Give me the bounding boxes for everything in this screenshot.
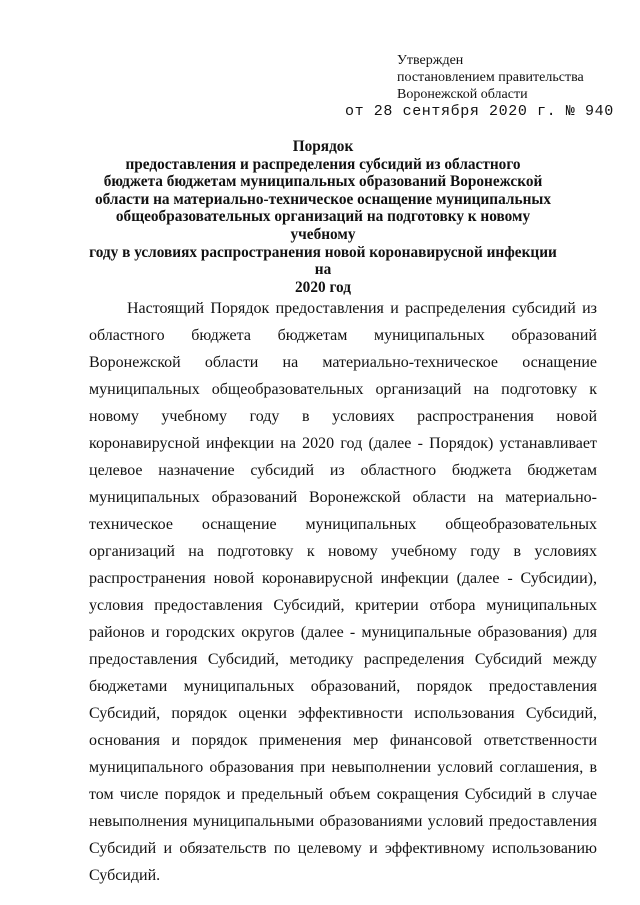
title-line: предоставления и распределения субсидий из областного (125, 155, 521, 173)
title-line: 2020 год (295, 278, 351, 296)
title-line: бюджета бюджетам муниципальных образований Воронежской (103, 173, 543, 191)
title-line: общеобразовательных организаций на подготовку к новому учебному (115, 208, 531, 243)
document-title (88, 138, 558, 296)
title-heading: Порядок (292, 138, 354, 155)
approval-line-region: Воронежской области (397, 87, 528, 102)
body-paragraph: Настоящий Порядок предоставления и распределения субсидий из областного бюджета бюджетам муниципальных образований Воронежской области на материально-техническое оснащение муниципальных общеобразовательных организаций на подготовку к новому учебному году в условиях распространения новой коронавирусной инфекции на 2020 год (далее - Порядок) устанавливает целевое назначение субсидий из областного бюджета бюджетам муниципальных образований Воронежской области на материально-техническое оснащение муниципальных общеобразовательных организаций на подготовку к новому учебному году в условиях распространения новой коронавирусной инфекции (далее - Субсидии), условия предоставления Субсидий, критерии отбора муниципальных районов и городских округов (далее - муниципальные образования) для предоставления Субсидий, методику распределения Субсидий между бюджетами муниципальных образований, порядок предоставления Субсидий, порядок оценки эффективности использования Субсидий, основания и порядок применения мер финансовой ответственности муниципального образования при невыполнении условий соглашения, в том числе порядок и предельный объем сокращения Субсидий в случае невыполнения муниципальными образованиями условий предоставления Субсидий и обязательств по целевому и эффективному использованию Субсидий. (89, 300, 597, 884)
approval-date: от 28 сентября 2020 г. № 940 (345, 103, 614, 120)
approval-line-approved: Утвержден (397, 53, 464, 68)
approval-stamp (397, 52, 627, 103)
title-line: году в условиях распространения новой коронавирусной инфекции на (89, 243, 557, 279)
approval-line-resolution: постановлением правительства (397, 70, 584, 85)
title-line: области на материально-техническое оснащение муниципальных (95, 190, 551, 208)
